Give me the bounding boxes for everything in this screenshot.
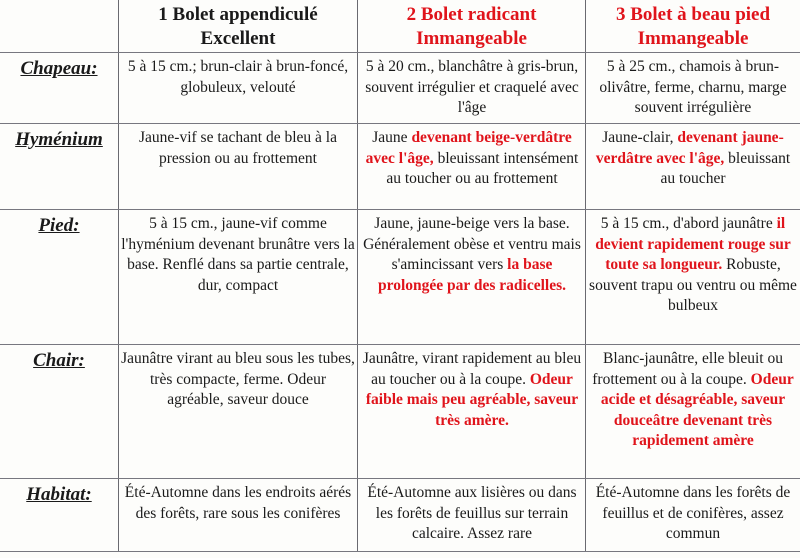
column-header-2 bbox=[358, 3, 585, 51]
column-header-3 bbox=[586, 3, 800, 51]
cell-text: Été-Automne aux lisières ou dans les forêts de feuillus sur terrain calcaire. Assez rare bbox=[367, 484, 577, 542]
cell-text: Été-Automne dans les forêts de feuillus et de conifères, assez commun bbox=[595, 484, 791, 542]
edibility-verdict: Immangeable bbox=[416, 28, 527, 49]
highlighted-text: Odeur faible mais peu agréable, saveur très amère. bbox=[365, 370, 579, 429]
table-cell bbox=[120, 57, 356, 98]
table-cell bbox=[588, 214, 798, 317]
cell-text: 5 à 15 cm., d'abord jaunâtre bbox=[600, 215, 777, 232]
table-cell bbox=[120, 214, 356, 296]
cell-text: Jaune-clair, bbox=[602, 129, 678, 146]
cell-text: 5 à 15 cm.; brun-clair à brun-foncé, globuleux, velouté bbox=[127, 58, 349, 96]
row-label-chair: Chair: bbox=[33, 350, 85, 371]
column-header-1 bbox=[119, 3, 357, 51]
cell-text: Jaune bbox=[372, 129, 412, 146]
cell-text: bleuissant intensément au toucher ou au frottement bbox=[386, 149, 579, 187]
cell-text: Robuste, souvent trapu ou ventru ou même bulbeux bbox=[589, 256, 797, 314]
row-label-habitat: Habitat: bbox=[26, 484, 92, 505]
row-divider bbox=[0, 551, 800, 552]
row-divider bbox=[0, 344, 800, 345]
table-cell bbox=[588, 57, 798, 119]
cell-text: Jaunâtre virant au bleu sous les tubes, très compacte, ferme. Odeur agréable, saveur douce bbox=[121, 350, 355, 408]
highlighted-text: devenant beige-verdâtre avec l'âge, bbox=[365, 129, 572, 167]
cell-text: Jaune-vif se tachant de bleu à la pression ou au frottement bbox=[139, 129, 337, 167]
species-name: 3 Bolet à beau pied bbox=[615, 4, 771, 25]
row-divider bbox=[0, 123, 800, 124]
table-cell bbox=[588, 483, 798, 545]
row-divider bbox=[0, 478, 800, 479]
edibility-verdict: Immangeable bbox=[637, 28, 749, 49]
row-label-pied: Pied: bbox=[38, 215, 80, 236]
cell-text: 5 à 20 cm., blanchâtre à gris-brun, souvent irrégulier et craquelé avec l'âge bbox=[365, 58, 579, 116]
table-cell bbox=[120, 483, 356, 524]
highlighted-text: Odeur acide et désagréable, saveur douceâtre devenant très rapidement amère bbox=[600, 370, 794, 449]
row-divider bbox=[0, 52, 800, 53]
cell-text: bleuissant au toucher bbox=[660, 149, 791, 187]
table-cell bbox=[360, 128, 584, 190]
table-cell bbox=[360, 349, 584, 431]
cell-text: Jaunâtre, virant rapidement au bleu au toucher ou à la coupe. bbox=[362, 350, 582, 388]
highlighted-text: devenant jaune-verdâtre avec l'âge, bbox=[595, 129, 784, 167]
row-divider bbox=[0, 209, 800, 210]
highlighted-text: la base prolongée par des radicelles. bbox=[378, 256, 566, 294]
column-divider bbox=[357, 0, 358, 552]
table-cell bbox=[120, 349, 356, 411]
species-name: 1 Bolet appendiculé bbox=[158, 4, 318, 25]
table-cell bbox=[360, 483, 584, 545]
table-cell bbox=[120, 128, 356, 169]
table-cell bbox=[360, 57, 584, 119]
species-name: 2 Bolet radicant bbox=[406, 4, 537, 25]
table-cell bbox=[588, 349, 798, 452]
column-divider bbox=[585, 0, 586, 552]
cell-text: 5 à 25 cm., chamois à brun-olivâtre, ferme, charnu, marge souvent irrégulière bbox=[599, 58, 787, 116]
row-label-chapeau: Chapeau: bbox=[20, 58, 98, 79]
cell-text: Blanc-jaunâtre, elle bleuit ou frottement ou à la coupe. bbox=[592, 350, 783, 388]
edibility-verdict: Excellent bbox=[200, 28, 276, 49]
cell-text: Jaune, jaune-beige vers la base. Généralement obèse et ventru mais s'amincissant vers bbox=[363, 215, 581, 273]
cell-text: 5 à 15 cm., jaune-vif comme l'hyménium devenant brunâtre vers la base. Renflé dans sa partie centrale, dur, compact bbox=[121, 215, 355, 294]
highlighted-text: il devient rapidement rouge sur toute sa longueur. bbox=[595, 215, 791, 273]
column-divider bbox=[118, 0, 119, 552]
cell-text: Été-Automne dans les endroits aérés des forêts, rare sous les conifères bbox=[124, 484, 352, 522]
row-label-hymenium: Hyménium bbox=[15, 129, 103, 150]
table-cell bbox=[588, 128, 798, 190]
table-cell bbox=[360, 214, 584, 296]
